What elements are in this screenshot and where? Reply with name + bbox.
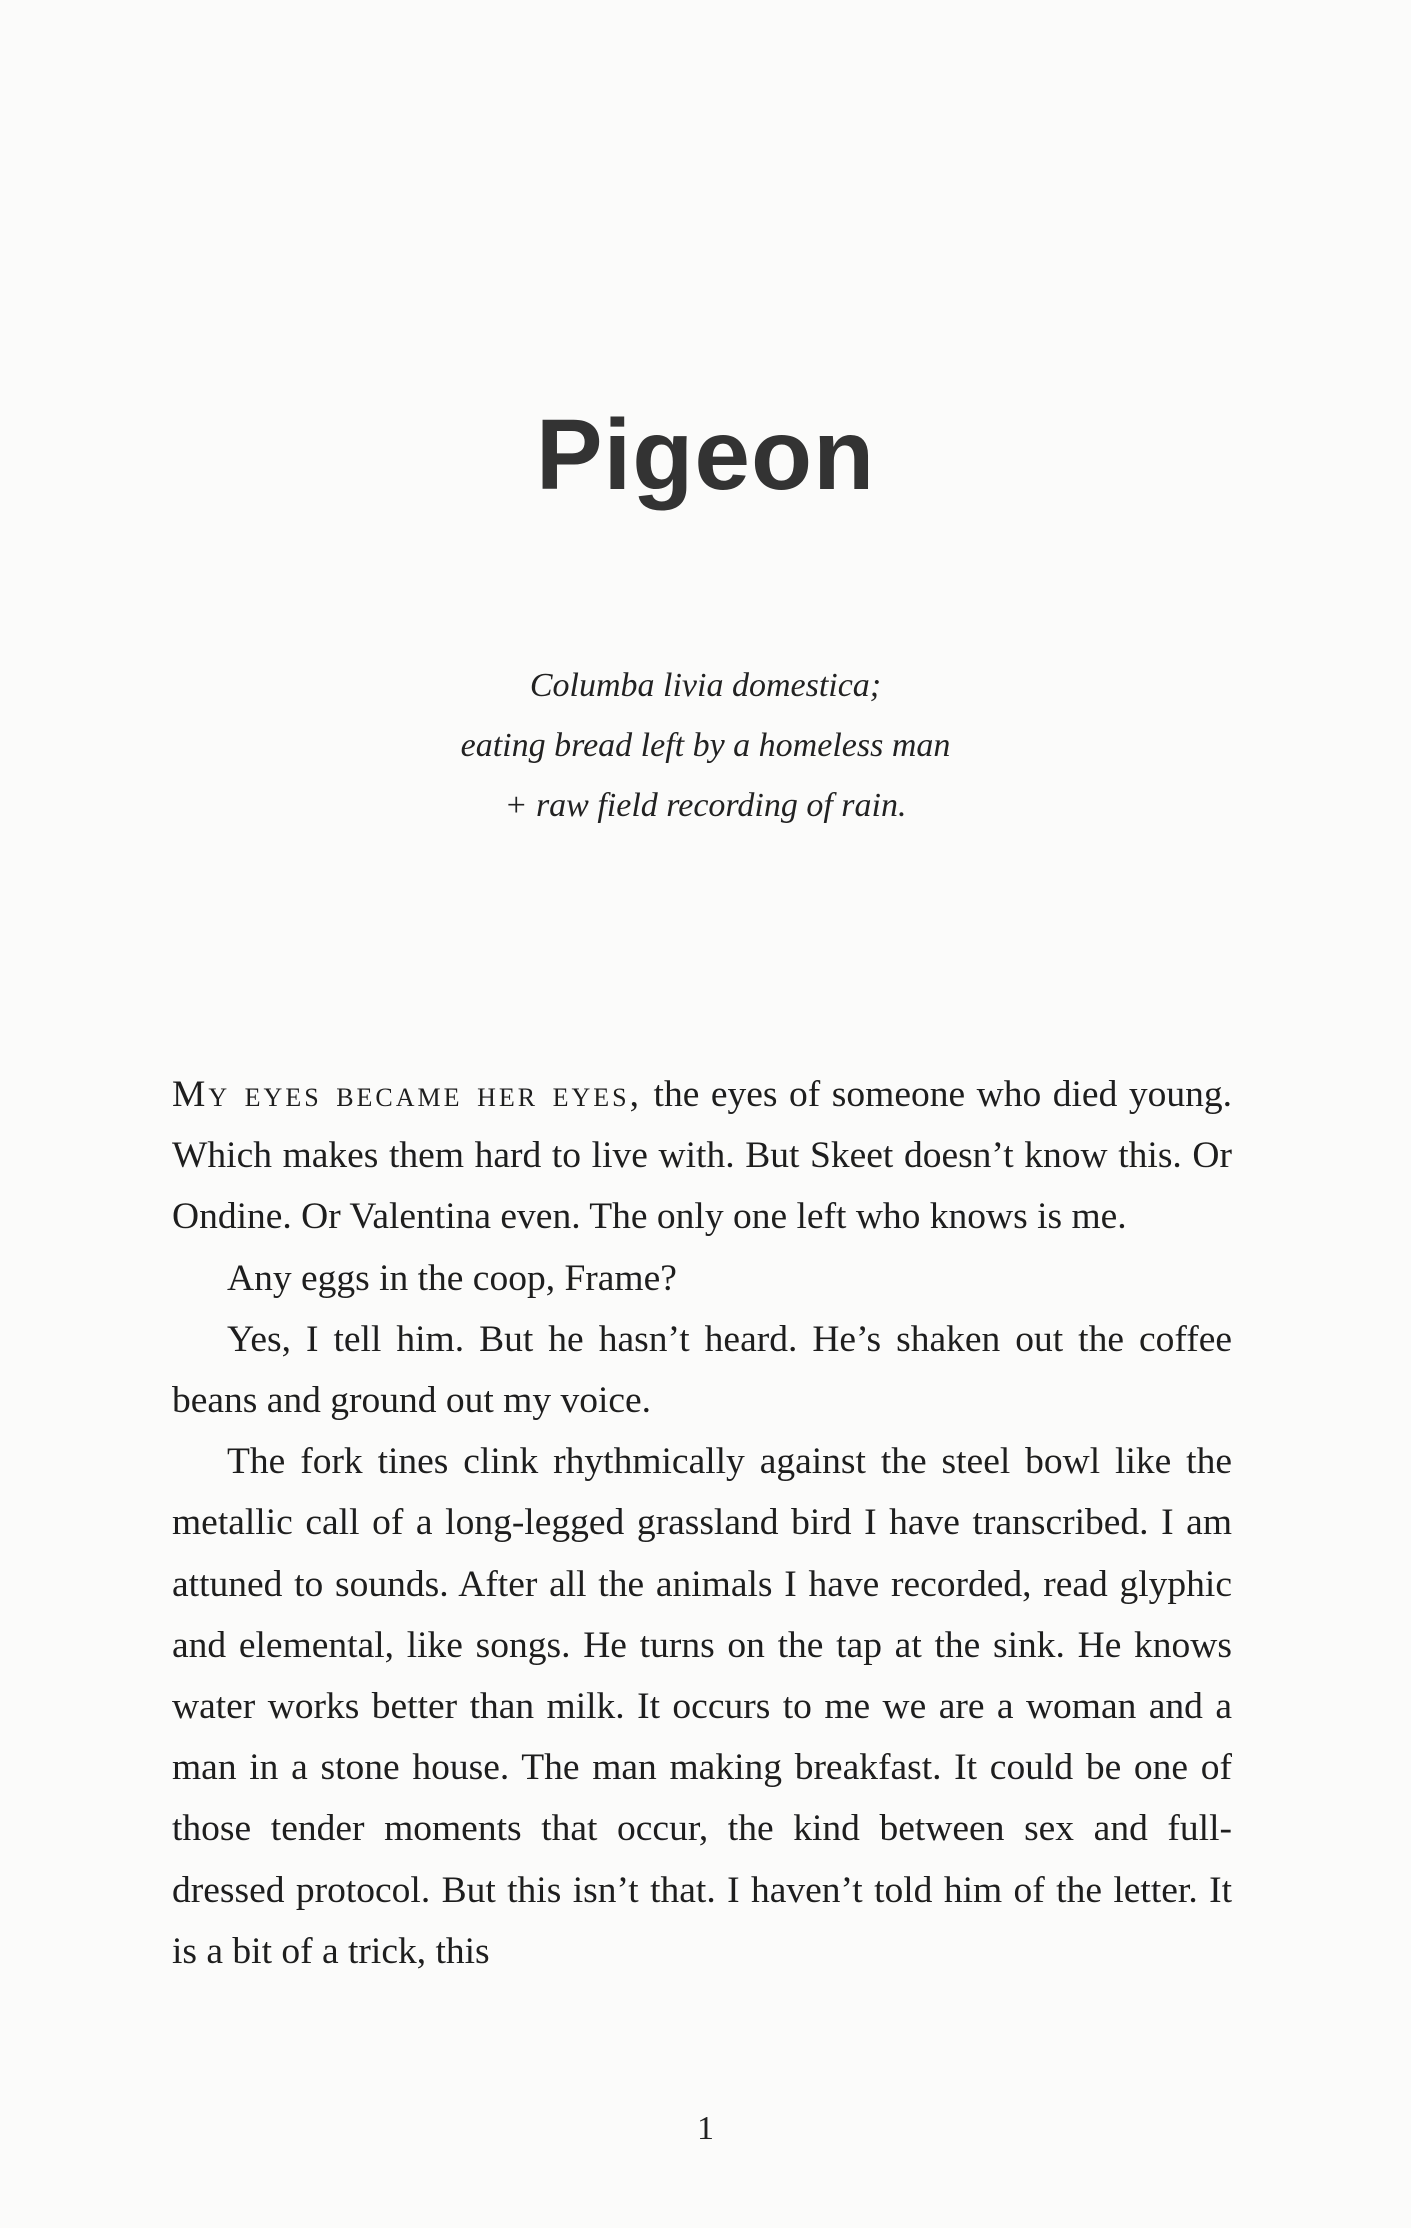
opening-small-caps: My eyes became her eyes, [172,1074,642,1115]
body-text [172,1064,1232,1982]
paragraph: The fork tines clink rhythmically against the steel bowl like the metallic call of a long-legged grassland bird I have transcribed. I am attuned to sounds. After all the animals I have recorded, read glyphic and elemental, like songs. He turns on the tap at the sink. He knows water works better than milk. It occurs to me we are a woman and a man in a stone house. The man making breakfast. It could be one of those tender moments that occur, the kind between sex and full-dressed protocol. But this isn’t that. I haven’t told him of the letter. It is a bit of a trick, this [172,1441,1232,1972]
epigraph-line: Columba livia domestica; [529,667,882,704]
chapter-title: Pigeon [535,399,876,511]
paragraph [172,1064,1232,1248]
paragraph-text: the eyes of someone who died young. Which makes them hard to live with. But Skeet doesn’t know this. Or Ondine. Or Valentina even. The only one left who knows is me. [172,1074,1232,1238]
epigraph-line: eating bread left by a homeless man [460,727,951,764]
epigraph [0,656,1411,836]
page-number: 1 [697,2110,714,2147]
paragraph: Any eggs in the coop, Frame? [227,1257,677,1299]
epigraph-line: + raw field recording of rain. [504,787,907,824]
paragraph: Yes, I tell him. But he hasn’t heard. He’s shaken out the coffee beans and ground out my voice. [172,1318,1232,1422]
